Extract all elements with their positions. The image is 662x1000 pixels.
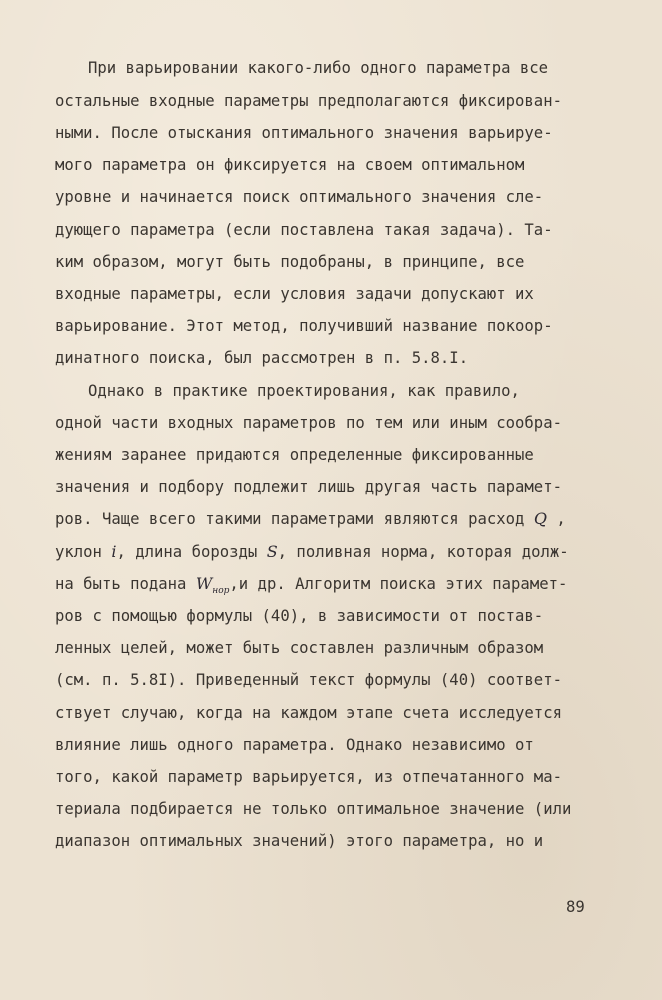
text-line: ными. После отыскания оптимального значения варьируе-: [55, 124, 553, 142]
text-segment: уклон: [55, 543, 102, 561]
text-line: (см. п. 5.8I). Приведенный текст формулы (40) соответ-: [55, 671, 562, 689]
page-number: 89: [566, 898, 585, 916]
text-line: При варьировании какого-либо одного параметра все: [88, 59, 549, 77]
text-line: [55, 542, 569, 562]
text-line: дующего параметра (если поставлена такая задача). Та-: [55, 221, 553, 239]
symbol-w-letter: W: [195, 574, 213, 593]
text-line: того, какой параметр варьируется, из отпечатанного ма-: [55, 768, 562, 786]
text-line: [55, 509, 566, 529]
text-segment: , длина борозды: [116, 543, 258, 561]
text-segment: , поливная норма, которая долж-: [277, 543, 569, 561]
text-line: входные параметры, если условия задачи допускают их: [55, 285, 534, 303]
comma: ,: [556, 510, 566, 528]
symbol-w-subscript: нор: [212, 586, 230, 597]
text-line: Однако в практике проектирования, как правило,: [88, 382, 520, 400]
text-line: варьирование. Этот метод, получивший название покоор-: [55, 317, 553, 335]
text-segment: ,и др. Алгоритм поиска этих парамет-: [229, 575, 568, 593]
text-segment: на быть подана: [55, 575, 187, 593]
text-line: значения и подбору подлежит лишь другая часть парамет-: [55, 478, 562, 496]
text-line: ленных целей, может быть составлен различным образом: [55, 639, 544, 657]
text-line: ким образом, могут быть подобраны, в принципе, все: [55, 253, 525, 271]
text-line: жениям заранее придаются определенные фиксированные: [55, 446, 534, 464]
text-line: влияние лишь одного параметра. Однако независимо от: [55, 736, 534, 754]
text-line: уровне и начинается поиск оптимального значения сле-: [55, 188, 544, 206]
text-segment: ров. Чаще всего такими параметрами являются расход: [55, 510, 525, 528]
text-line: остальные входные параметры предполагаются фиксирован-: [55, 92, 562, 110]
text-line: ров с помощью формулы (40), в зависимости от постав-: [55, 607, 544, 625]
handwritten-symbol-w: [195, 574, 230, 597]
handwritten-symbol-q: Q: [533, 509, 547, 528]
text-line: ствует случаю, когда на каждом этапе счета исследуется: [55, 704, 562, 722]
text-line: [55, 574, 567, 601]
text-line: териала подбирается не только оптимальное значение (или: [55, 800, 572, 818]
text-line: диапазон оптимальных значений) этого параметра, но и: [55, 832, 544, 850]
handwritten-symbol-s: S: [266, 542, 278, 561]
text-line: одной части входных параметров по тем или иным сообра-: [55, 414, 562, 432]
handwritten-symbol-i: i: [111, 542, 117, 561]
text-line: динатного поиска, был рассмотрен в п. 5.8.I.: [55, 349, 469, 367]
text-line: мого параметра он фиксируется на своем оптимальном: [55, 156, 525, 174]
